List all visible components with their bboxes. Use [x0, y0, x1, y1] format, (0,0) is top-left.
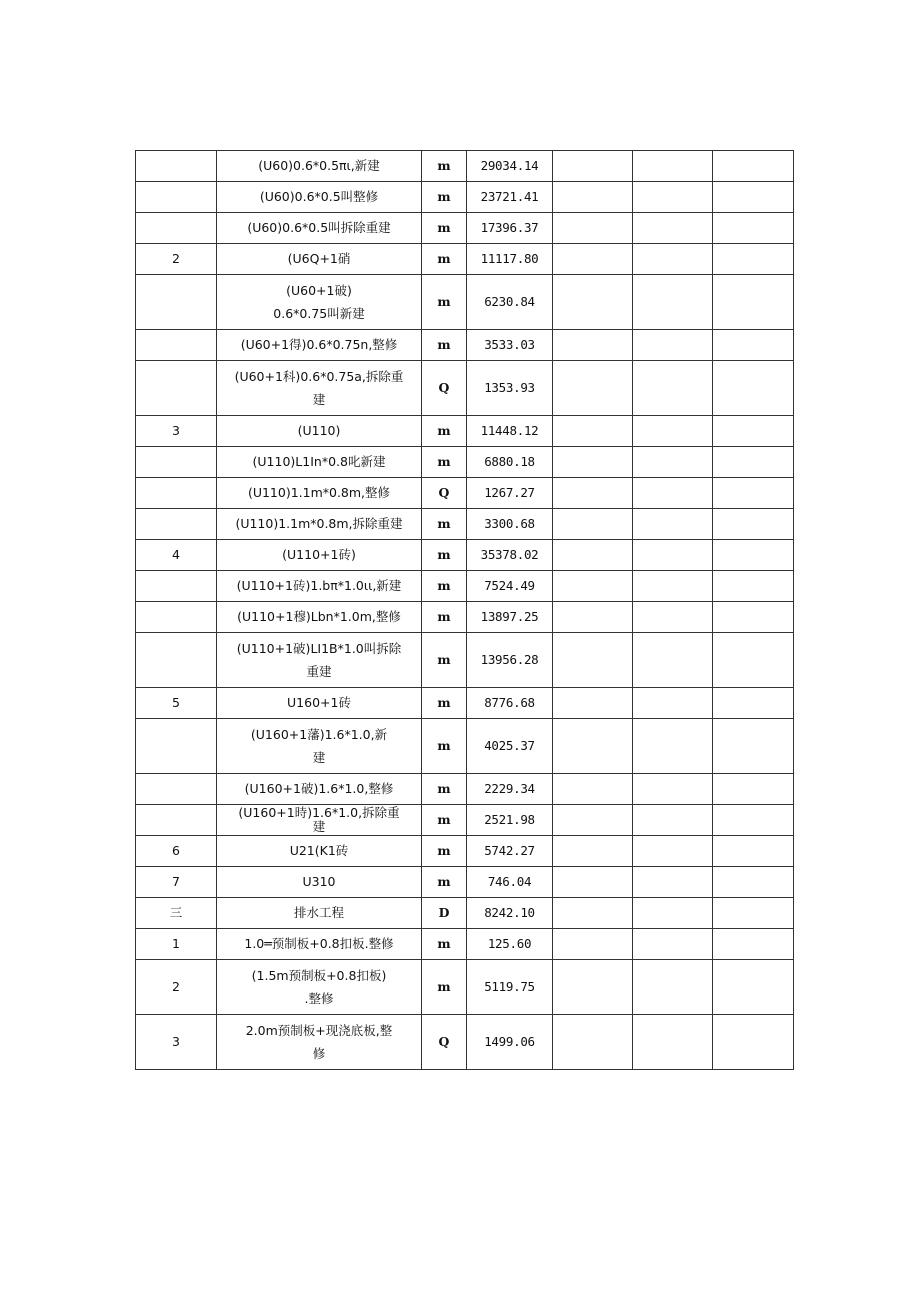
empty-cell — [633, 151, 713, 182]
empty-cell — [553, 478, 633, 509]
empty-cell — [553, 509, 633, 540]
table-row — [136, 774, 794, 805]
table-row — [136, 867, 794, 898]
empty-cell — [633, 602, 713, 633]
item-number-cell: 3 — [136, 1015, 217, 1070]
table-row — [136, 416, 794, 447]
quantity-cell: 1267.27 — [467, 478, 553, 509]
unit-cell: m — [422, 571, 467, 602]
item-name-cell: (1.5m预制板+0.8扣板) .整修 — [217, 960, 422, 1015]
unit-cell: m — [422, 633, 467, 688]
unit-cell: m — [422, 836, 467, 867]
item-number-cell — [136, 361, 217, 416]
empty-cell — [553, 361, 633, 416]
empty-cell — [713, 416, 794, 447]
quantity-cell: 4025.37 — [467, 719, 553, 774]
item-name-cell: 2.0m预制板+现浇底板,整 修 — [217, 1015, 422, 1070]
item-name-cell: (U60+1科)0.6*0.75a,拆除重 建 — [217, 361, 422, 416]
quantity-cell: 11448.12 — [467, 416, 553, 447]
table-row — [136, 1015, 794, 1070]
item-name-cell: (U60)0.6*0.5叫拆除重建 — [217, 213, 422, 244]
unit-cell: m — [422, 540, 467, 571]
empty-cell — [633, 774, 713, 805]
empty-cell — [553, 244, 633, 275]
quantity-cell: 3533.03 — [467, 330, 553, 361]
item-number-cell: 2 — [136, 960, 217, 1015]
empty-cell — [713, 805, 794, 836]
empty-cell — [633, 836, 713, 867]
quantity-cell: 2521.98 — [467, 805, 553, 836]
empty-cell — [633, 275, 713, 330]
empty-cell — [553, 805, 633, 836]
table-row — [136, 478, 794, 509]
empty-cell — [553, 898, 633, 929]
empty-cell — [553, 447, 633, 478]
unit-cell: D — [422, 898, 467, 929]
unit-cell: m — [422, 774, 467, 805]
empty-cell — [553, 836, 633, 867]
empty-cell — [713, 774, 794, 805]
empty-cell — [713, 867, 794, 898]
unit-cell: m — [422, 275, 467, 330]
unit-cell: m — [422, 688, 467, 719]
quantity-cell: 6230.84 — [467, 275, 553, 330]
quantity-cell: 23721.41 — [467, 182, 553, 213]
quantity-cell: 1499.06 — [467, 1015, 553, 1070]
empty-cell — [713, 929, 794, 960]
empty-cell — [633, 960, 713, 1015]
unit-cell: m — [422, 805, 467, 836]
quantity-cell: 6880.18 — [467, 447, 553, 478]
empty-cell — [633, 540, 713, 571]
empty-cell — [553, 1015, 633, 1070]
unit-cell: m — [422, 330, 467, 361]
table-row — [136, 602, 794, 633]
empty-cell — [553, 571, 633, 602]
unit-cell: m — [422, 244, 467, 275]
item-number-cell: 5 — [136, 688, 217, 719]
empty-cell — [553, 960, 633, 1015]
item-name-cell: (U6Q+1硝 — [217, 244, 422, 275]
empty-cell — [633, 805, 713, 836]
unit-cell: m — [422, 929, 467, 960]
empty-cell — [553, 416, 633, 447]
item-number-cell — [136, 182, 217, 213]
empty-cell — [633, 1015, 713, 1070]
item-number-cell: 4 — [136, 540, 217, 571]
unit-cell: Q — [422, 1015, 467, 1070]
empty-cell — [633, 330, 713, 361]
table-row — [136, 836, 794, 867]
quantity-cell: 8776.68 — [467, 688, 553, 719]
table-row — [136, 929, 794, 960]
quantity-cell: 5742.27 — [467, 836, 553, 867]
empty-cell — [553, 213, 633, 244]
quantity-cell: 746.04 — [467, 867, 553, 898]
quantity-cell: 11117.80 — [467, 244, 553, 275]
item-name-cell: U310 — [217, 867, 422, 898]
item-name-cell: (U60+1得)0.6*0.75n,整修 — [217, 330, 422, 361]
empty-cell — [633, 688, 713, 719]
item-name-cell: (U110+1砖)1.bπ*1.0ιι,新建 — [217, 571, 422, 602]
item-number-cell — [136, 213, 217, 244]
quantity-cell: 7524.49 — [467, 571, 553, 602]
item-number-cell — [136, 571, 217, 602]
item-name-cell: (U160+1藩)1.6*1.0,新 建 — [217, 719, 422, 774]
item-name-cell: (U60)0.6*0.5叫整修 — [217, 182, 422, 213]
item-number-cell — [136, 330, 217, 361]
quantity-cell: 1353.93 — [467, 361, 553, 416]
unit-cell: m — [422, 151, 467, 182]
item-number-cell: 7 — [136, 867, 217, 898]
table-row — [136, 275, 794, 330]
empty-cell — [633, 244, 713, 275]
item-number-cell — [136, 719, 217, 774]
table-row — [136, 151, 794, 182]
empty-cell — [633, 509, 713, 540]
table-row — [136, 540, 794, 571]
quantity-cell: 13956.28 — [467, 633, 553, 688]
empty-cell — [713, 602, 794, 633]
empty-cell — [713, 688, 794, 719]
empty-cell — [633, 929, 713, 960]
empty-cell — [713, 719, 794, 774]
empty-cell — [713, 361, 794, 416]
item-name-cell: (U160+1破)1.6*1.0,整修 — [217, 774, 422, 805]
table-row — [136, 244, 794, 275]
quantity-cell: 8242.10 — [467, 898, 553, 929]
quantity-cell: 125.60 — [467, 929, 553, 960]
empty-cell — [553, 540, 633, 571]
item-name-cell: 1.0═预制板+0.8扣板.整修 — [217, 929, 422, 960]
empty-cell — [713, 244, 794, 275]
item-name-cell: 排水工程 — [217, 898, 422, 929]
item-name-cell: (U110+1砖) — [217, 540, 422, 571]
empty-cell — [553, 151, 633, 182]
empty-cell — [553, 602, 633, 633]
table-row — [136, 688, 794, 719]
empty-cell — [633, 416, 713, 447]
empty-cell — [633, 867, 713, 898]
empty-cell — [633, 361, 713, 416]
item-name-cell: (U110)1.1m*0.8m,拆除重建 — [217, 509, 422, 540]
quantity-cell: 3300.68 — [467, 509, 553, 540]
unit-cell: m — [422, 867, 467, 898]
item-number-cell: 1 — [136, 929, 217, 960]
empty-cell — [553, 330, 633, 361]
item-number-cell — [136, 774, 217, 805]
empty-cell — [713, 213, 794, 244]
item-number-cell: 3 — [136, 416, 217, 447]
empty-cell — [633, 633, 713, 688]
item-number-cell — [136, 275, 217, 330]
table-row — [136, 213, 794, 244]
item-number-cell: 6 — [136, 836, 217, 867]
empty-cell — [713, 571, 794, 602]
empty-cell — [713, 1015, 794, 1070]
empty-cell — [713, 478, 794, 509]
empty-cell — [713, 509, 794, 540]
item-name-cell: (U110) — [217, 416, 422, 447]
empty-cell — [553, 688, 633, 719]
unit-cell: m — [422, 213, 467, 244]
quantity-table — [135, 150, 794, 1070]
empty-cell — [633, 571, 713, 602]
item-number-cell: 2 — [136, 244, 217, 275]
item-number-cell — [136, 447, 217, 478]
item-number-cell — [136, 602, 217, 633]
unit-cell: m — [422, 509, 467, 540]
empty-cell — [633, 182, 713, 213]
empty-cell — [713, 330, 794, 361]
empty-cell — [553, 182, 633, 213]
empty-cell — [713, 898, 794, 929]
table-row — [136, 182, 794, 213]
item-name-cell: (U160+1時)1.6*1.0,拆除重 建 — [217, 805, 422, 836]
empty-cell — [713, 540, 794, 571]
empty-cell — [633, 898, 713, 929]
item-name-cell: U21(K1砖 — [217, 836, 422, 867]
empty-cell — [713, 182, 794, 213]
table-row — [136, 330, 794, 361]
empty-cell — [633, 478, 713, 509]
item-name-cell: U160+1砖 — [217, 688, 422, 719]
item-name-cell: (U60)0.6*0.5πι,新建 — [217, 151, 422, 182]
unit-cell: m — [422, 719, 467, 774]
unit-cell: Q — [422, 478, 467, 509]
item-name-cell: (U110)1.1m*0.8m,整修 — [217, 478, 422, 509]
unit-cell: m — [422, 416, 467, 447]
empty-cell — [553, 929, 633, 960]
item-name-cell: (U110)L1In*0.8叱新建 — [217, 447, 422, 478]
quantity-cell: 35378.02 — [467, 540, 553, 571]
table-row — [136, 633, 794, 688]
item-name-cell: (U110+1破)LI1B*1.0叫拆除 重建 — [217, 633, 422, 688]
empty-cell — [713, 633, 794, 688]
item-number-cell — [136, 633, 217, 688]
quantity-cell: 5119.75 — [467, 960, 553, 1015]
empty-cell — [553, 867, 633, 898]
table-row — [136, 719, 794, 774]
unit-cell: Q — [422, 361, 467, 416]
empty-cell — [633, 447, 713, 478]
empty-cell — [553, 275, 633, 330]
item-name-cell: (U110+1穆)Lbn*1.0m,整修 — [217, 602, 422, 633]
empty-cell — [553, 774, 633, 805]
quantity-cell: 29034.14 — [467, 151, 553, 182]
unit-cell: m — [422, 447, 467, 478]
quantity-cell: 2229.34 — [467, 774, 553, 805]
unit-cell: m — [422, 182, 467, 213]
unit-cell: m — [422, 960, 467, 1015]
unit-cell: m — [422, 602, 467, 633]
empty-cell — [553, 719, 633, 774]
empty-cell — [713, 151, 794, 182]
quantity-cell: 13897.25 — [467, 602, 553, 633]
item-name-cell: (U60+1破) 0.6*0.75叫新建 — [217, 275, 422, 330]
item-number-cell — [136, 805, 217, 836]
empty-cell — [713, 275, 794, 330]
empty-cell — [713, 836, 794, 867]
table-row — [136, 805, 794, 836]
table-row — [136, 361, 794, 416]
empty-cell — [553, 633, 633, 688]
table-row — [136, 960, 794, 1015]
item-number-cell — [136, 509, 217, 540]
empty-cell — [633, 719, 713, 774]
empty-cell — [713, 447, 794, 478]
item-number-cell — [136, 151, 217, 182]
empty-cell — [633, 213, 713, 244]
table-row — [136, 509, 794, 540]
item-number-cell — [136, 478, 217, 509]
table-row — [136, 898, 794, 929]
table-row — [136, 447, 794, 478]
item-number-cell: 三 — [136, 898, 217, 929]
table-row — [136, 571, 794, 602]
empty-cell — [713, 960, 794, 1015]
quantity-cell: 17396.37 — [467, 213, 553, 244]
